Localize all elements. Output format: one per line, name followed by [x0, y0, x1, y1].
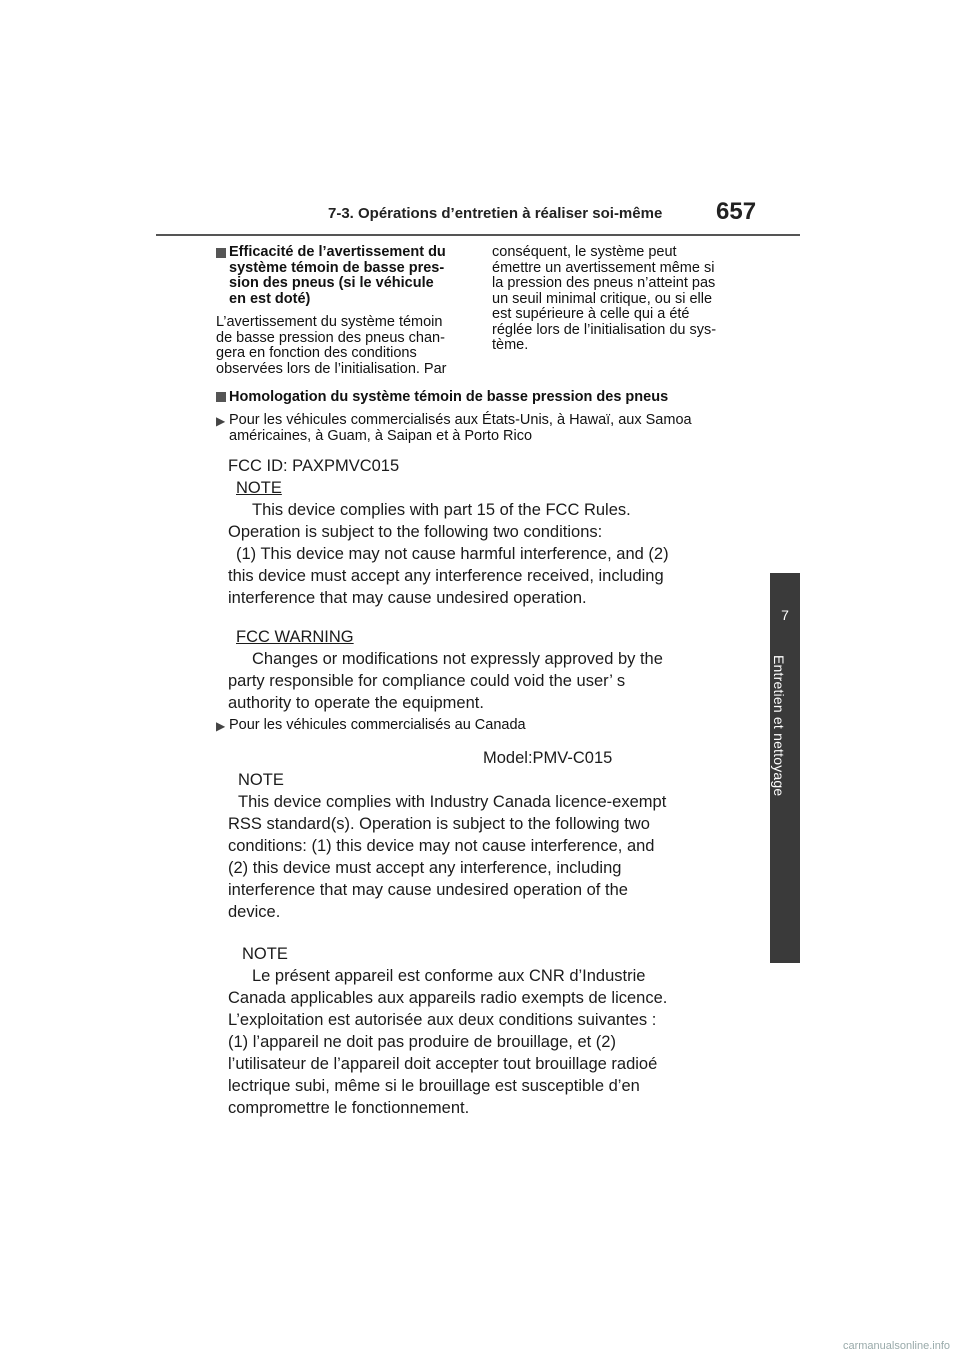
paragraph-line: de basse pression des pneus chan- [216, 329, 445, 346]
triangle-bullet-icon: ▶ [216, 414, 226, 428]
fcc-note-line: this device must accept any interference received, including [228, 567, 664, 585]
canada-note-en-line: device. [228, 903, 281, 921]
paragraph-line: réglée lors de l’initialisation du sys- [492, 321, 717, 338]
fcc-id: FCC ID: PAXPMVC015 [228, 457, 400, 475]
paragraph-line: un seuil minimal critique, ou si elle [492, 290, 713, 307]
canada-note-en-line: interference that may cause undesired operation of the [228, 881, 628, 899]
fcc-warning-title: FCC WARNING [236, 628, 354, 646]
canada-note-fr-line: Le présent appareil est conforme aux CNR d’Industrie [252, 967, 646, 985]
section-heading-homologation [216, 389, 668, 405]
fcc-label [228, 455, 669, 714]
paragraph-line: L’avertissement du système témoin [216, 314, 443, 330]
chapter-side-tab [770, 573, 800, 963]
left-column [216, 245, 476, 377]
canada-note-en-line: This device complies with Industry Canada licence-exempt [238, 793, 667, 811]
canada-note-fr-line: Canada applicables aux appareils radio exempts de licence. [228, 989, 668, 1007]
canada-note-fr-line: L’exploitation est autorisée aux deux conditions suivantes : [228, 1011, 657, 1029]
canada-note-en-title: NOTE [238, 771, 284, 789]
triangle-bullet-icon: ▶ [216, 719, 226, 733]
heading-line: système témoin de basse pres- [229, 259, 445, 276]
bullet-line: Pour les véhicules commercialisés au Canada [229, 717, 526, 733]
spacer [228, 923, 667, 943]
heading-text: Homologation du système témoin de basse pression des pneus [229, 389, 669, 405]
paragraph-line: gera en fonction des conditions [216, 345, 417, 361]
fcc-note-title-row [228, 477, 669, 499]
header-divider [156, 234, 800, 236]
paragraph-right [492, 245, 757, 354]
heading-line: en est doté) [229, 290, 311, 307]
square-bullet-icon [216, 392, 226, 402]
fcc-warning-line: authority to operate the equipment. [228, 694, 484, 712]
right-column [492, 245, 757, 354]
canada-model: Model:PMV-C015 [483, 749, 613, 767]
canada-note-en-line: conditions: (1) this device may not cause interference, and [228, 837, 655, 855]
heading-line: Efficacité de l’avertissement du [229, 244, 446, 260]
chapter-label: Entretien et nettoyage [771, 655, 787, 797]
canada-note-en-line: RSS standard(s). Operation is subject to the following two [228, 815, 650, 833]
bullet-canada-vehicles [216, 717, 769, 733]
canada-note-fr-title: NOTE [242, 945, 288, 963]
fcc-warning-line: Changes or modifications not expressly approved by the [252, 650, 663, 668]
bullet-line: américaines, à Guam, à Saipan et à Porto Rico [229, 428, 533, 444]
chapter-number: 7 [781, 607, 789, 623]
fcc-note-title: NOTE [236, 479, 282, 497]
paragraph-line: est supérieure à celle qui a été [492, 306, 690, 322]
spacer [228, 609, 669, 626]
paragraph-line: tème. [492, 337, 529, 353]
fcc-note-line: Operation is subject to the following two conditions: [228, 523, 603, 541]
heading-line: sion des pneus (si le véhicule [229, 275, 434, 291]
bullet-line: Pour les véhicules commercialisés aux États-Unis, à Hawaï, aux Samoa [229, 412, 692, 428]
canada-note-fr-line: compromettre le fonctionnement. [228, 1099, 470, 1117]
canada-note-fr-line: (1) l’appareil ne doit pas produire de brouillage, et (2) [228, 1033, 616, 1051]
fcc-note-line: This device complies with part 15 of the FCC Rules. [252, 501, 631, 519]
watermark: carmanualsonline.info [842, 1340, 950, 1352]
paragraph-line: la pression des pneus n’atteint pas [492, 275, 716, 291]
fcc-note-line: interference that may cause undesired operation. [228, 589, 587, 607]
fcc-warning-line: party responsible for compliance could void the user’ s [228, 672, 626, 690]
canada-label [228, 747, 667, 1119]
paragraph-line: observées lors de l’initialisation. Par [216, 360, 447, 377]
bullet-us-vehicles [216, 412, 769, 444]
paragraph-line: conséquent, le système peut [492, 244, 677, 260]
fcc-note-line: (1) This device may not cause harmful interference, and (2) [236, 545, 669, 563]
section-heading-efficacite [216, 245, 476, 307]
paragraph-line: émettre un avertissement même si [492, 259, 715, 276]
canada-note-fr-line: lectrique subi, même si le brouillage est susceptible d’en [228, 1077, 640, 1095]
section-header-title: 7-3. Opérations d’entretien à réaliser soi-même [328, 205, 663, 222]
page-number: 657 [716, 198, 757, 225]
canada-note-en-line: (2) this device must accept any interference, including [228, 859, 622, 877]
canada-note-fr-line: l’utilisateur de l’appareil doit accepter tout brouillage radioé [228, 1055, 658, 1073]
fcc-warning-title-row [228, 626, 669, 648]
square-bullet-icon [216, 248, 226, 258]
paragraph-left [216, 315, 476, 377]
